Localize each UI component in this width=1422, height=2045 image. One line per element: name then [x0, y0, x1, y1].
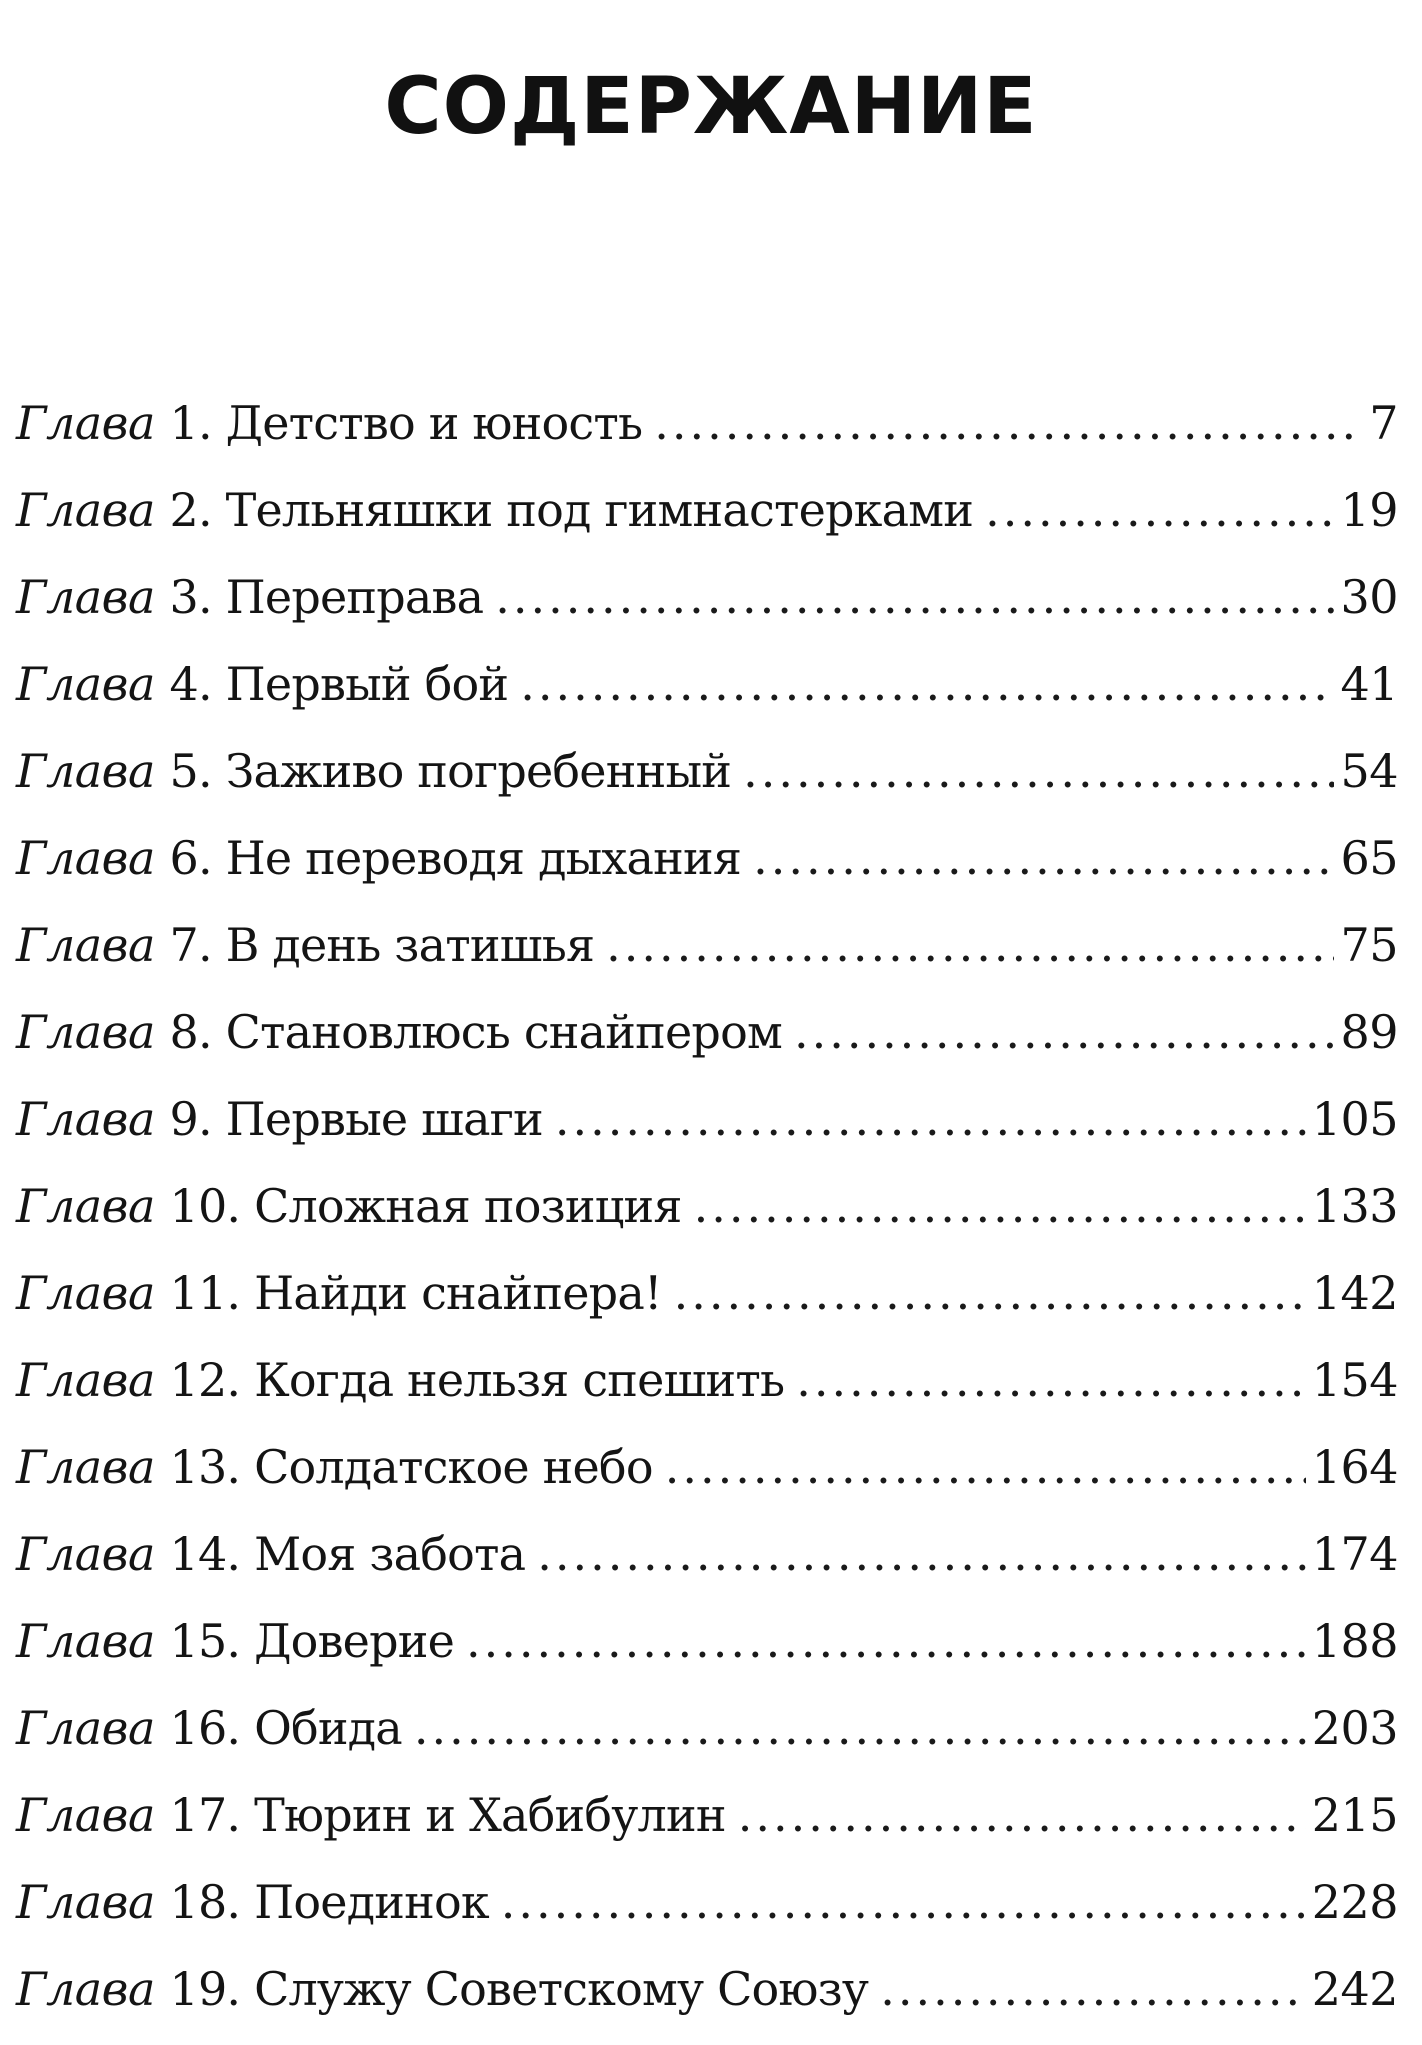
- chapter-title: 15. Доверие: [169, 1614, 455, 1668]
- chapter-prefix: Глава: [16, 570, 155, 624]
- chapter-title: 9. Первые шаги: [169, 1092, 543, 1146]
- chapter-prefix: Глава: [16, 1527, 155, 1581]
- toc-entry[interactable]: [16, 914, 1398, 1001]
- chapter-prefix: Глава: [16, 831, 155, 885]
- page-number: 242: [1311, 1962, 1398, 2016]
- toc-entry[interactable]: [16, 1871, 1398, 1958]
- page-number: 188: [1311, 1614, 1398, 1668]
- toc-entry[interactable]: [16, 1349, 1398, 1436]
- toc-entry[interactable]: [16, 1436, 1398, 1523]
- chapter-prefix: Глава: [16, 1440, 155, 1494]
- page-number: 133: [1311, 1179, 1398, 1233]
- toc-entry[interactable]: [16, 740, 1398, 827]
- page-number: 164: [1311, 1440, 1398, 1494]
- page-number: 142: [1311, 1266, 1398, 1320]
- dot-leader: [520, 653, 1334, 715]
- dot-leader: [495, 566, 1334, 628]
- dot-leader: [753, 827, 1334, 889]
- dot-leader: [665, 1436, 1306, 1498]
- dot-leader: [743, 740, 1334, 802]
- chapter-title: 6. Не переводя дыхания: [169, 831, 742, 885]
- toc-entry[interactable]: [16, 1697, 1398, 1784]
- chapter-title: 2. Тельняшки под гимнастерками: [169, 483, 974, 537]
- chapter-title: 8. Становлюсь снайпером: [169, 1005, 782, 1059]
- chapter-prefix: Глава: [16, 1962, 155, 2016]
- chapter-title: 3. Переправа: [169, 570, 484, 624]
- chapter-title: 1. Детство и юность: [169, 396, 643, 450]
- toc-entry[interactable]: [16, 566, 1398, 653]
- chapter-title: 14. Моя забота: [169, 1527, 526, 1581]
- chapter-title: 17. Тюрин и Хабибулин: [169, 1788, 726, 1842]
- dot-leader: [654, 392, 1363, 454]
- chapter-title: 5. Заживо погребенный: [169, 744, 732, 798]
- dot-leader: [555, 1088, 1306, 1150]
- page-number: 105: [1311, 1092, 1398, 1146]
- chapter-title: 19. Служу Советскому Союзу: [169, 1962, 869, 2016]
- chapter-title: 10. Сложная позиция: [169, 1179, 682, 1233]
- chapter-prefix: Глава: [16, 1092, 155, 1146]
- chapter-title: 18. Поединок: [169, 1875, 489, 1929]
- chapter-title: 7. В день затишья: [169, 918, 595, 972]
- dot-leader: [794, 1001, 1335, 1063]
- toc-entry[interactable]: [16, 1001, 1398, 1088]
- chapter-prefix: Глава: [16, 918, 155, 972]
- chapter-prefix: Глава: [16, 1788, 155, 1842]
- toc-entry[interactable]: [16, 392, 1398, 479]
- chapter-prefix: Глава: [16, 396, 155, 450]
- page-number: 54: [1340, 744, 1398, 798]
- chapter-prefix: Глава: [16, 657, 155, 711]
- chapter-prefix: Глава: [16, 1353, 155, 1407]
- dot-leader: [606, 914, 1334, 976]
- dot-leader: [738, 1784, 1306, 1846]
- page-number: 65: [1340, 831, 1398, 885]
- toc-entry[interactable]: [16, 1175, 1398, 1262]
- dot-leader: [796, 1349, 1305, 1411]
- chapter-prefix: Глава: [16, 1179, 155, 1233]
- toc-entry[interactable]: [16, 827, 1398, 914]
- chapter-prefix: Глава: [16, 1005, 155, 1059]
- dot-leader: [880, 1958, 1305, 2020]
- chapter-title: 12. Когда нельзя спешить: [169, 1353, 785, 1407]
- dot-leader: [414, 1697, 1306, 1759]
- page-number: 154: [1311, 1353, 1398, 1407]
- chapter-prefix: Глава: [16, 1614, 155, 1668]
- dot-leader: [501, 1871, 1306, 1933]
- page-number: 75: [1340, 918, 1398, 972]
- toc-entry[interactable]: [16, 1610, 1398, 1697]
- chapter-prefix: Глава: [16, 744, 155, 798]
- chapter-title: 4. Первый бой: [169, 657, 509, 711]
- page-title: СОДЕРЖАНИЕ: [384, 62, 1038, 152]
- toc-entry[interactable]: [16, 653, 1398, 740]
- page-number: 215: [1311, 1788, 1398, 1842]
- page-number: 19: [1340, 483, 1398, 537]
- chapter-prefix: Глава: [16, 1875, 155, 1929]
- dot-leader: [694, 1175, 1306, 1237]
- dot-leader: [985, 479, 1334, 541]
- chapter-title: 16. Обида: [169, 1701, 402, 1755]
- table-of-contents: [16, 392, 1398, 2045]
- dot-leader: [537, 1523, 1305, 1585]
- toc-entry[interactable]: [16, 1784, 1398, 1871]
- toc-entry[interactable]: [16, 1523, 1398, 1610]
- chapter-prefix: Глава: [16, 1701, 155, 1755]
- chapter-prefix: Глава: [16, 1266, 155, 1320]
- toc-entry[interactable]: [16, 1958, 1398, 2045]
- page-number: 228: [1311, 1875, 1398, 1929]
- chapter-title: 13. Солдатское небо: [169, 1440, 653, 1494]
- dot-leader: [466, 1610, 1306, 1672]
- page-number: 7: [1369, 396, 1398, 450]
- chapter-title: 11. Найди снайпера!: [169, 1266, 662, 1320]
- page-number: 30: [1340, 570, 1398, 624]
- page-number: 174: [1311, 1527, 1398, 1581]
- dot-leader: [674, 1262, 1306, 1324]
- toc-entry[interactable]: [16, 479, 1398, 566]
- page-number: 41: [1340, 657, 1398, 711]
- toc-entry[interactable]: [16, 1088, 1398, 1175]
- page-number: 89: [1340, 1005, 1398, 1059]
- page-number: 203: [1311, 1701, 1398, 1755]
- toc-entry[interactable]: [16, 1262, 1398, 1349]
- chapter-prefix: Глава: [16, 483, 155, 537]
